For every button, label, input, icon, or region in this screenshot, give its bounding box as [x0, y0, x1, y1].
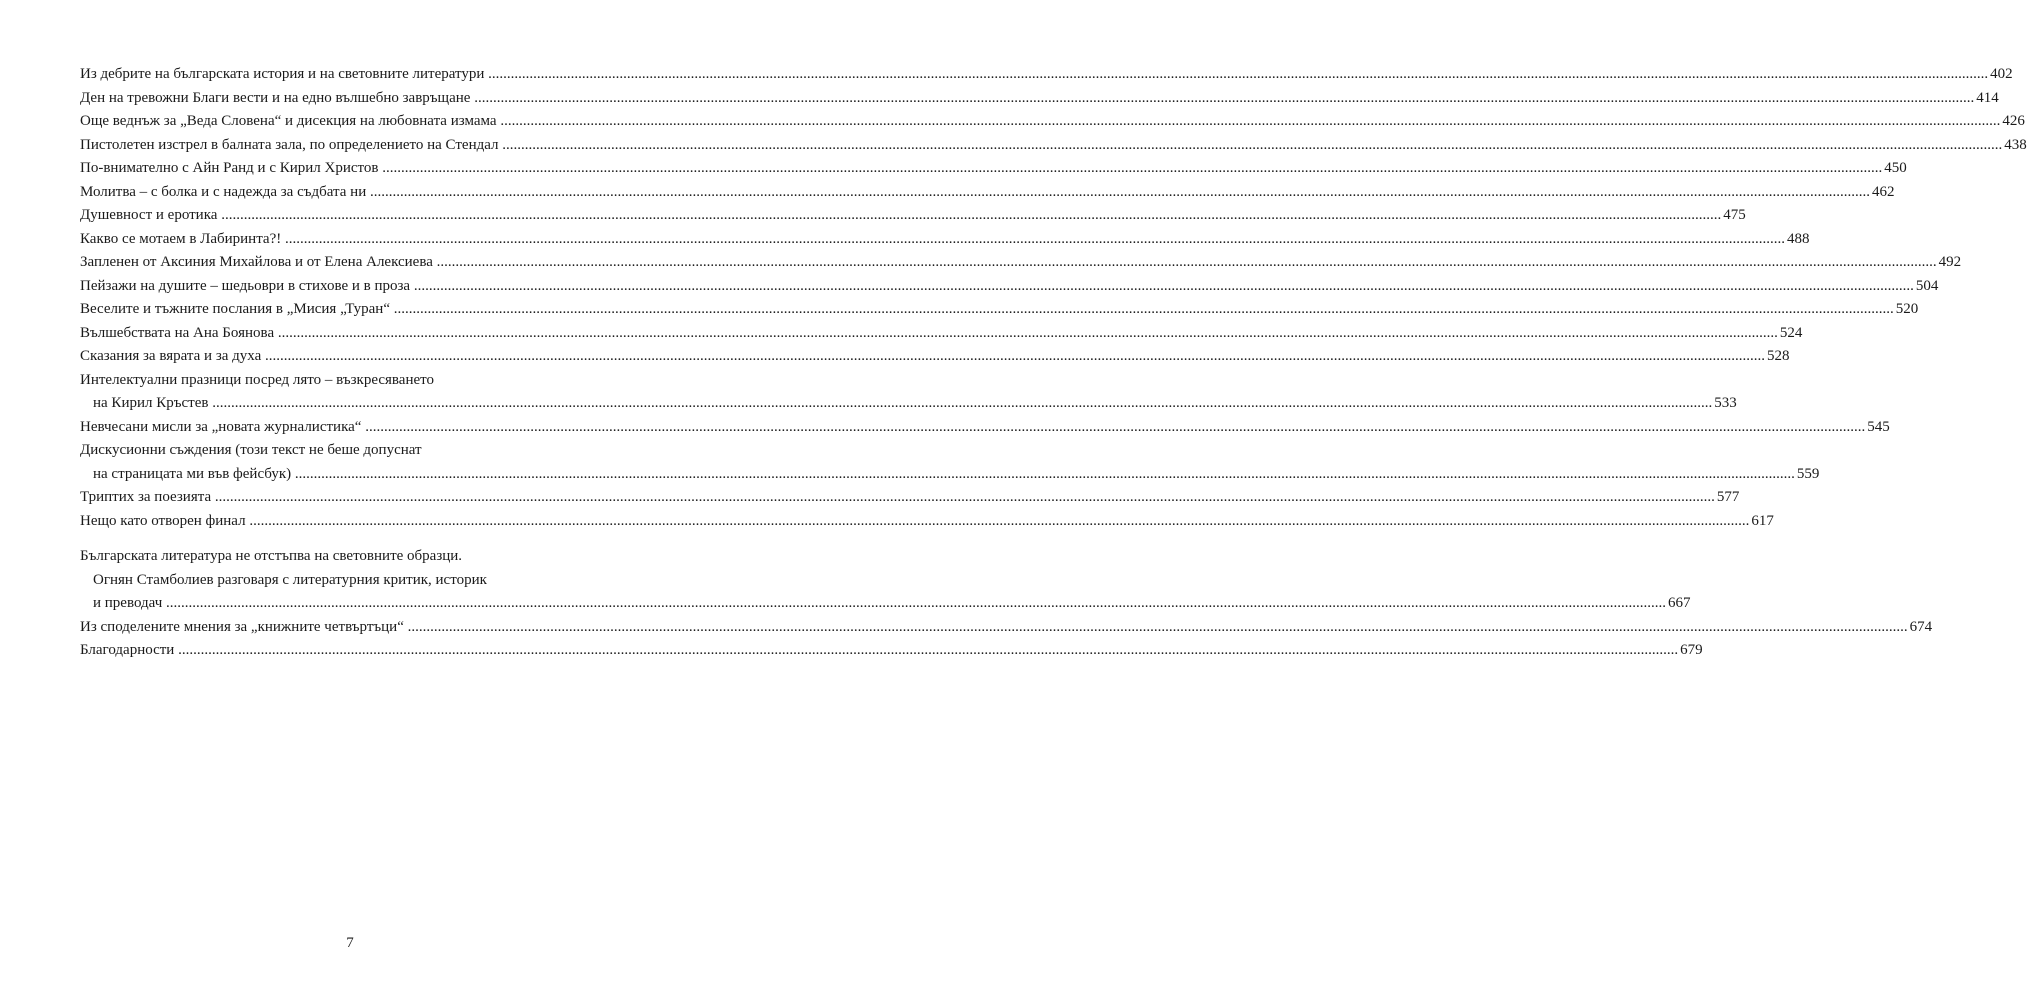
dot-leader: ................................................................................................................................................................................................................................................................................................................................................................................................................	[403, 618, 1908, 635]
section-gap	[80, 533, 621, 545]
toc-entry-row	[80, 463, 1820, 487]
toc-entry	[80, 87, 1999, 111]
toc-entry-row	[80, 298, 1919, 322]
toc-entry-page: 475	[1723, 207, 1746, 223]
toc-entry-title: Сказания за вярата и за духа	[80, 348, 262, 364]
toc-entry-page: 524	[1779, 324, 1803, 341]
toc-entry-leader	[80, 110, 2000, 134]
dot-leader: ................................................................................................................................................................................................................................................................................................................................................................................................................	[470, 89, 1975, 106]
dot-leader: ................................................................................................................................................................................................................................................................................................................................................................................................................	[274, 324, 1778, 341]
toc-entry-page: 462	[1871, 183, 1895, 200]
toc-entry-row	[80, 345, 1790, 369]
toc-entry-page: 488	[1787, 230, 1810, 247]
toc-entry	[80, 228, 1810, 252]
dot-leader: ................................................................................................................................................................................................................................................................................................................................................................................................................	[211, 489, 1715, 505]
toc-entry-line: Интелектуални празници посред лято – възкресяването	[80, 371, 435, 388]
toc-entry	[80, 157, 1907, 181]
dot-leader: ................................................................................................................................................................................................................................................................................................................................................................................................................	[281, 230, 1785, 247]
toc-entry-leader	[80, 251, 1937, 275]
toc-entry-leader	[80, 322, 1778, 346]
toc-entry-title: Невчесани мисли за „новата журналистика“	[80, 418, 362, 435]
toc-entry-row	[80, 110, 2025, 134]
toc-entry	[80, 439, 1820, 486]
toc-entry-leader	[80, 616, 1908, 640]
toc-entry-row	[80, 181, 1895, 205]
toc-entry-row	[80, 157, 1907, 181]
toc-entry-page: 520	[1895, 301, 1919, 317]
toc-entry-line: Българската литература не отстъпва на световните образци.	[80, 548, 463, 564]
toc-entry-title: Още веднъж за „Веда Словена“ и дисекция на любовната измама	[80, 113, 497, 129]
toc-entry-leader	[80, 639, 1678, 663]
dot-leader: ................................................................................................................................................................................................................................................................................................................................................................................................................	[496, 113, 2001, 129]
toc-entry-row	[80, 87, 1999, 111]
toc-entry	[80, 322, 1803, 346]
toc-entry	[80, 251, 1962, 275]
table-of-contents	[80, 63, 2027, 663]
toc-entry-page: 617	[1751, 512, 1774, 529]
toc-entry-row	[80, 134, 2027, 158]
toc-entry	[80, 616, 1933, 640]
toc-entry-title: Молитва – с болка и с надежда за съдбата ни	[80, 183, 367, 200]
dot-leader: ................................................................................................................................................................................................................................................................................................................................................................................................................	[366, 183, 1870, 200]
dot-leader: ................................................................................................................................................................................................................................................................................................................................................................................................................	[378, 160, 1883, 176]
toc-entry-leader	[80, 204, 1721, 228]
dot-leader: ................................................................................................................................................................................................................................................................................................................................................................................................................	[432, 254, 1937, 270]
toc-entry-page: 414	[1976, 89, 1999, 106]
toc-entry-row	[80, 510, 1774, 534]
dot-leader: ................................................................................................................................................................................................................................................................................................................................................................................................................	[261, 348, 1765, 364]
toc-entry-row	[80, 251, 1962, 275]
toc-entry-title: на страницата ми във фейсбук)	[93, 465, 292, 482]
toc-entry-title: Запленен от Аксиния Михайлова и от Елена Алексиева	[80, 254, 433, 270]
toc-entry-leader	[80, 63, 1988, 87]
toc-entry	[80, 545, 1691, 616]
toc-entry-page: 559	[1796, 465, 1820, 482]
toc-entry-row	[80, 392, 1737, 416]
toc-entry	[80, 486, 1740, 510]
page-number: 7	[346, 935, 354, 951]
dot-leader: ................................................................................................................................................................................................................................................................................................................................................................................................................	[484, 66, 1989, 82]
toc-entry-title: Какво се мотаем в Лабиринта?!	[80, 230, 282, 247]
toc-entry-row	[80, 486, 1740, 510]
toc-entry-title: Ден на тревожни Благи вести и на едно вълшебно завръщане	[80, 89, 471, 106]
toc-entry	[80, 369, 1737, 416]
toc-entry-leader	[80, 87, 1974, 111]
dot-leader: ................................................................................................................................................................................................................................................................................................................................................................................................................	[361, 418, 1866, 435]
toc-entry-page: 426	[2002, 113, 2025, 129]
toc-entry-row	[80, 275, 1939, 299]
toc-entry-leader	[80, 275, 1914, 299]
toc-entry-title: Из споделените мнения за „книжните четвъртъци“	[80, 618, 404, 635]
toc-entry-leader	[80, 592, 1666, 616]
toc-entry-row	[80, 616, 1933, 640]
dot-leader: ................................................................................................................................................................................................................................................................................................................................................................................................................	[390, 301, 1894, 317]
dot-leader: ................................................................................................................................................................................................................................................................................................................................................................................................................	[208, 395, 1713, 411]
dot-leader: ................................................................................................................................................................................................................................................................................................................................................................................................................	[174, 642, 1679, 658]
toc-entry-page: 438	[2004, 136, 2027, 153]
toc-entry-title: По-внимателно с Айн Ранд и с Кирил Христов	[80, 160, 379, 176]
toc-entry-leader	[80, 510, 1749, 534]
toc-entry-leader	[80, 345, 1765, 369]
toc-entry	[80, 416, 1890, 440]
toc-entry-page: 492	[1938, 254, 1962, 270]
toc-entry-page: 577	[1716, 489, 1740, 505]
toc-entry	[80, 110, 2025, 134]
toc-entry-leader	[80, 416, 1865, 440]
toc-entry-line: Огнян Стамболиев разговаря с литературния критик, историк	[93, 571, 487, 588]
toc-entry-page: 450	[1884, 160, 1907, 176]
toc-entry-leader	[80, 134, 2002, 158]
dot-leader: ................................................................................................................................................................................................................................................................................................................................................................................................................	[162, 595, 1666, 611]
dot-leader: ................................................................................................................................................................................................................................................................................................................................................................................................................	[498, 136, 2003, 153]
toc-entry-title: и преводач	[93, 595, 163, 611]
toc-entry	[80, 639, 1703, 663]
toc-entry-line: Дискусионни съждения (този текст не беше допуснат	[80, 442, 422, 458]
toc-entry	[80, 181, 1895, 205]
toc-entry-title: Триптих за поезията	[80, 489, 212, 505]
toc-entry	[80, 204, 1746, 228]
toc-entry	[80, 134, 2027, 158]
toc-entry-title: Из дебрите на българската история и на световните литератури	[80, 66, 485, 82]
toc-entry	[80, 345, 1790, 369]
dot-leader: ................................................................................................................................................................................................................................................................................................................................................................................................................	[217, 207, 1722, 223]
toc-entry-leader	[80, 298, 1894, 322]
toc-entry-title: на Кирил Кръстев	[93, 395, 209, 411]
toc-entry-page: 679	[1680, 642, 1703, 658]
toc-entry	[80, 275, 1939, 299]
toc-entry-title: Нещо като отворен финал	[80, 512, 246, 529]
toc-entry-row	[80, 204, 1746, 228]
toc-entry-leader	[80, 157, 1882, 181]
toc-entry	[80, 63, 2013, 87]
toc-entry-row	[80, 592, 1691, 616]
toc-entry-title: Благодарности	[80, 642, 175, 658]
toc-entry-row	[80, 322, 1803, 346]
toc-entry-page: 402	[1990, 66, 2013, 82]
toc-entry-leader	[80, 463, 1795, 487]
toc-entry-leader	[80, 392, 1712, 416]
toc-entry	[80, 510, 1774, 534]
toc-entry-title: Душевност и еротика	[80, 207, 218, 223]
toc-entry	[80, 298, 1919, 322]
toc-entry-title: Пистолетен изстрел в балната зала, по определението на Стендал	[80, 136, 499, 153]
toc-entry-leader	[80, 228, 1785, 252]
toc-entry-page: 674	[1909, 618, 1933, 635]
toc-entry-page: 533	[1714, 395, 1737, 411]
toc-entry-leader	[80, 486, 1715, 510]
toc-entry-title: Пейзажи на душите – шедьоври в стихове и в проза	[80, 277, 411, 294]
toc-entry-page: 545	[1867, 418, 1890, 435]
toc-entry-leader	[80, 181, 1870, 205]
toc-entry-title: Вълшебствата на Ана Боянова	[80, 324, 275, 341]
toc-entry-page: 667	[1668, 595, 1691, 611]
toc-entry-row	[80, 63, 2013, 87]
dot-leader: ................................................................................................................................................................................................................................................................................................................................................................................................................	[291, 465, 1795, 482]
dot-leader: ................................................................................................................................................................................................................................................................................................................................................................................................................	[410, 277, 1914, 294]
toc-entry-row	[80, 416, 1890, 440]
toc-entry-title: Веселите и тъжните послания в „Мисия „Туран“	[80, 301, 390, 317]
toc-entry-page: 528	[1767, 348, 1790, 364]
toc-entry-row	[80, 639, 1703, 663]
toc-entry-row	[80, 228, 1810, 252]
toc-entry-page: 504	[1915, 277, 1939, 294]
dot-leader: ................................................................................................................................................................................................................................................................................................................................................................................................................	[245, 512, 1750, 529]
